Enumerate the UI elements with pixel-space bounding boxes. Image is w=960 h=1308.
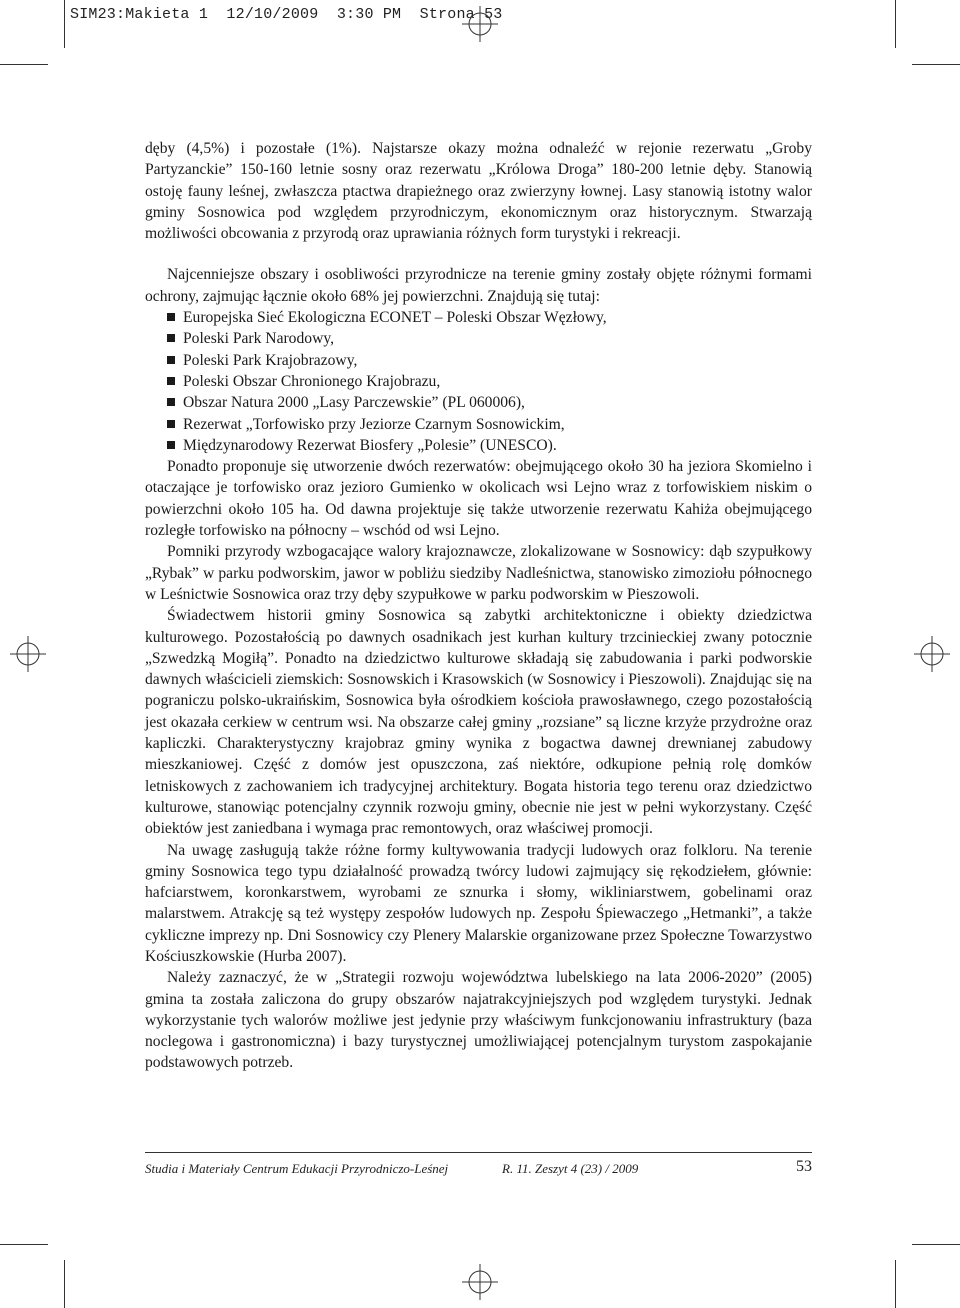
paragraph-folk-traditions: Na uwagę zasługują także różne formy kultywowania tradycji ludowych oraz folkloru. Na terenie gminy Sosnowica tego typu działalność prowadzą twórcy ludowi zajmujący się rękodziełem, głównie: hafciarstwem, koronkarstwem, wyrobami ze sznurka i słomy, wikliniarstwem, gobelinami oraz malarstwem. Atrakcję są też występy zespołów ludowych np. Zespołu Śpiewaczego „Hetmanki”, a także cykliczne imprezy np. Dni Sosnowicy czy Plenery Malarskie organizowane przez Społeczne Towarzystwo Kościuszkowskie (Hurba 2007).: [145, 841, 812, 965]
registration-crosshair-icon: [914, 636, 950, 672]
crop-mark-top-right-vertical: [895, 0, 896, 48]
paragraph-protected-areas-intro: Najcenniejsze obszary i osobliwości przyrodnicze na terenie gminy zostały objęte różnymi formami ochrony, zajmując łącznie około 68% jej powierzchni. Znajdują się tutaj:: [145, 266, 812, 305]
black-square-bullet-icon: [167, 334, 175, 342]
list-item: Poleski Park Narodowy,: [167, 328, 812, 349]
protected-areas-list: [145, 307, 812, 456]
crop-mark-bottom-right-vertical: [895, 1260, 896, 1308]
black-square-bullet-icon: [167, 420, 175, 428]
list-item: Poleski Obszar Chronionego Krajobrazu,: [167, 371, 812, 392]
footer-issue: R. 11. Zeszyt 4 (23) / 2009: [502, 1161, 639, 1176]
crop-mark-top-left-horizontal: [0, 64, 48, 65]
article-body: [145, 138, 812, 1074]
paragraph-cultural-heritage: Świadectwem historii gminy Sosnowica są zabytki architektoniczne i obiekty dziedzictwa kulturowego. Pozostałością po dawnych osadnikach jest kurhan kultury trzcinieckiej zwany potocznie „Szwedzką Mogiłą”. Ponadto na dziedzictwo kulturowe składają się zabudowania i parki podworskie dawnych właścicieli ziemskich: Sosnowskich i Krasowskich (w Sosnowicy i Pieszowoli). Znajdując się na pograniczu polsko-ukraińskim, Sosnowica była ośrodkiem kościoła prawosławnego, czego pozostałością jest okazała cerkiew w centrum wsi. Na obszarze całej gminy „rozsiane” są liczne krzyże przydrożne oraz kapliczki. Charakterystyczny krajobraz gminy wynika z bogactwa dawnej drewnianej zabudowy mieszkaniowej. Część z domów jest opuszczona, zaś niektóre, odkupione pełnią rolę domków letniskowych z zachowaniem ich tradycyjnej architektury. Bogata historia tego terenu oraz dziedzictwo kulturowe, stanowiąc potencjalny czynnik rozwoju gminy, obecnie nie jest w pełni wykorzystany. Część obiektów jest zaniedbana i wymaga prac remontowych, oraz właściwej promocji.: [145, 607, 812, 838]
registration-crosshair-icon: [462, 6, 498, 42]
crop-mark-bottom-right-horizontal: [912, 1244, 960, 1245]
crop-mark-top-left-vertical: [64, 0, 65, 48]
black-square-bullet-icon: [167, 398, 175, 406]
list-item: Rezerwat „Torfowisko przy Jeziorze Czarnym Sosnowickim,: [167, 414, 812, 435]
page-number: 53: [796, 1158, 812, 1175]
list-item: Europejska Sieć Ekologiczna ECONET – Poleski Obszar Węzłowy,: [167, 307, 812, 328]
list-item: Obszar Natura 2000 „Lasy Parczewskie” (PL 060006),: [167, 392, 812, 413]
black-square-bullet-icon: [167, 441, 175, 449]
registration-crosshair-icon: [10, 636, 46, 672]
print-slug-line: SIM23:Makieta 1 12/10/2009 3:30 PM Strona 53: [70, 6, 503, 23]
footer-journal-title: Studia i Materiały Centrum Edukacji Przyrodniczo-Leśnej: [145, 1161, 449, 1176]
paragraph-forests: dęby (4,5%) i pozostałe (1%). Najstarsze okazy można odnaleźć w rejonie rezerwatu „Groby Partyzanckie” 150-160 letnie sosny oraz rezerwatu „Królowa Droga” 180-200 letnie dęby. Stanowią ostoję fauny leśnej, zwłaszcza ptactwa drapieżnego oraz zwierzyny łownej. Lasy stanowią istotny walor gminy Sosnowica pod względem przyrodniczym, ekonomicznym oraz historycznym. Stwarzają możliwości obcowania z przyrodą oraz uprawiania różnych form turystyki i rekreacji.: [145, 140, 812, 243]
list-item: Międzynarodowy Rezerwat Biosfery „Polesie” (UNESCO).: [167, 435, 812, 456]
crop-mark-bottom-left-vertical: [64, 1260, 65, 1308]
black-square-bullet-icon: [167, 356, 175, 364]
registration-crosshair-icon: [462, 1264, 498, 1300]
black-square-bullet-icon: [167, 313, 175, 321]
paragraph-nature-monuments: Pomniki przyrody wzbogacające walory krajoznawcze, zlokalizowane w Sosnowicy: dąb szypułkowy „Rybak” w parku podworskim, jawor w pobliżu siedziby Nadleśnictwa, stanowisko zimoziołu północnego w Leśnictwie Sosnowica oraz trzy dęby szypułkowe w parku podworskim w Pieszowoli.: [145, 543, 812, 603]
paragraph-proposed-reserves: Ponadto proponuje się utworzenie dwóch rezerwatów: obejmującego około 30 ha jeziora Skomielno i otaczające je torfowisko oraz jezioro Gumienko w okolicach wsi Lejno wraz z torfowiskiem niskim o powierzchni około 105 ha. Od dawna projektuje się także utworzenie rezerwatu Kahiża obejmującego rozległe torfowisko na północny – wschód od wsi Lejno.: [145, 458, 812, 540]
list-item: Poleski Park Krajobrazowy,: [167, 350, 812, 371]
footer-divider: [145, 1152, 812, 1153]
crop-mark-bottom-left-horizontal: [0, 1244, 48, 1245]
black-square-bullet-icon: [167, 377, 175, 385]
paragraph-strategy: Należy zaznaczyć, że w „Strategii rozwoju województwa lubelskiego na lata 2006-2020” (2005) gmina ta została zaliczona do grupy obszarów najatrakcyjniejszych pod względem turystyki. Jednak wykorzystanie tych walorów możliwe jest jedynie przy właściwym funkcjonowaniu infrastruktury (baza noclegowa i gastronomiczna) i bazy turystycznej umożliwiającej potencjalnym turystom zaspokajanie podstawowych potrzeb.: [145, 969, 812, 1072]
crop-mark-top-right-horizontal: [912, 64, 960, 65]
